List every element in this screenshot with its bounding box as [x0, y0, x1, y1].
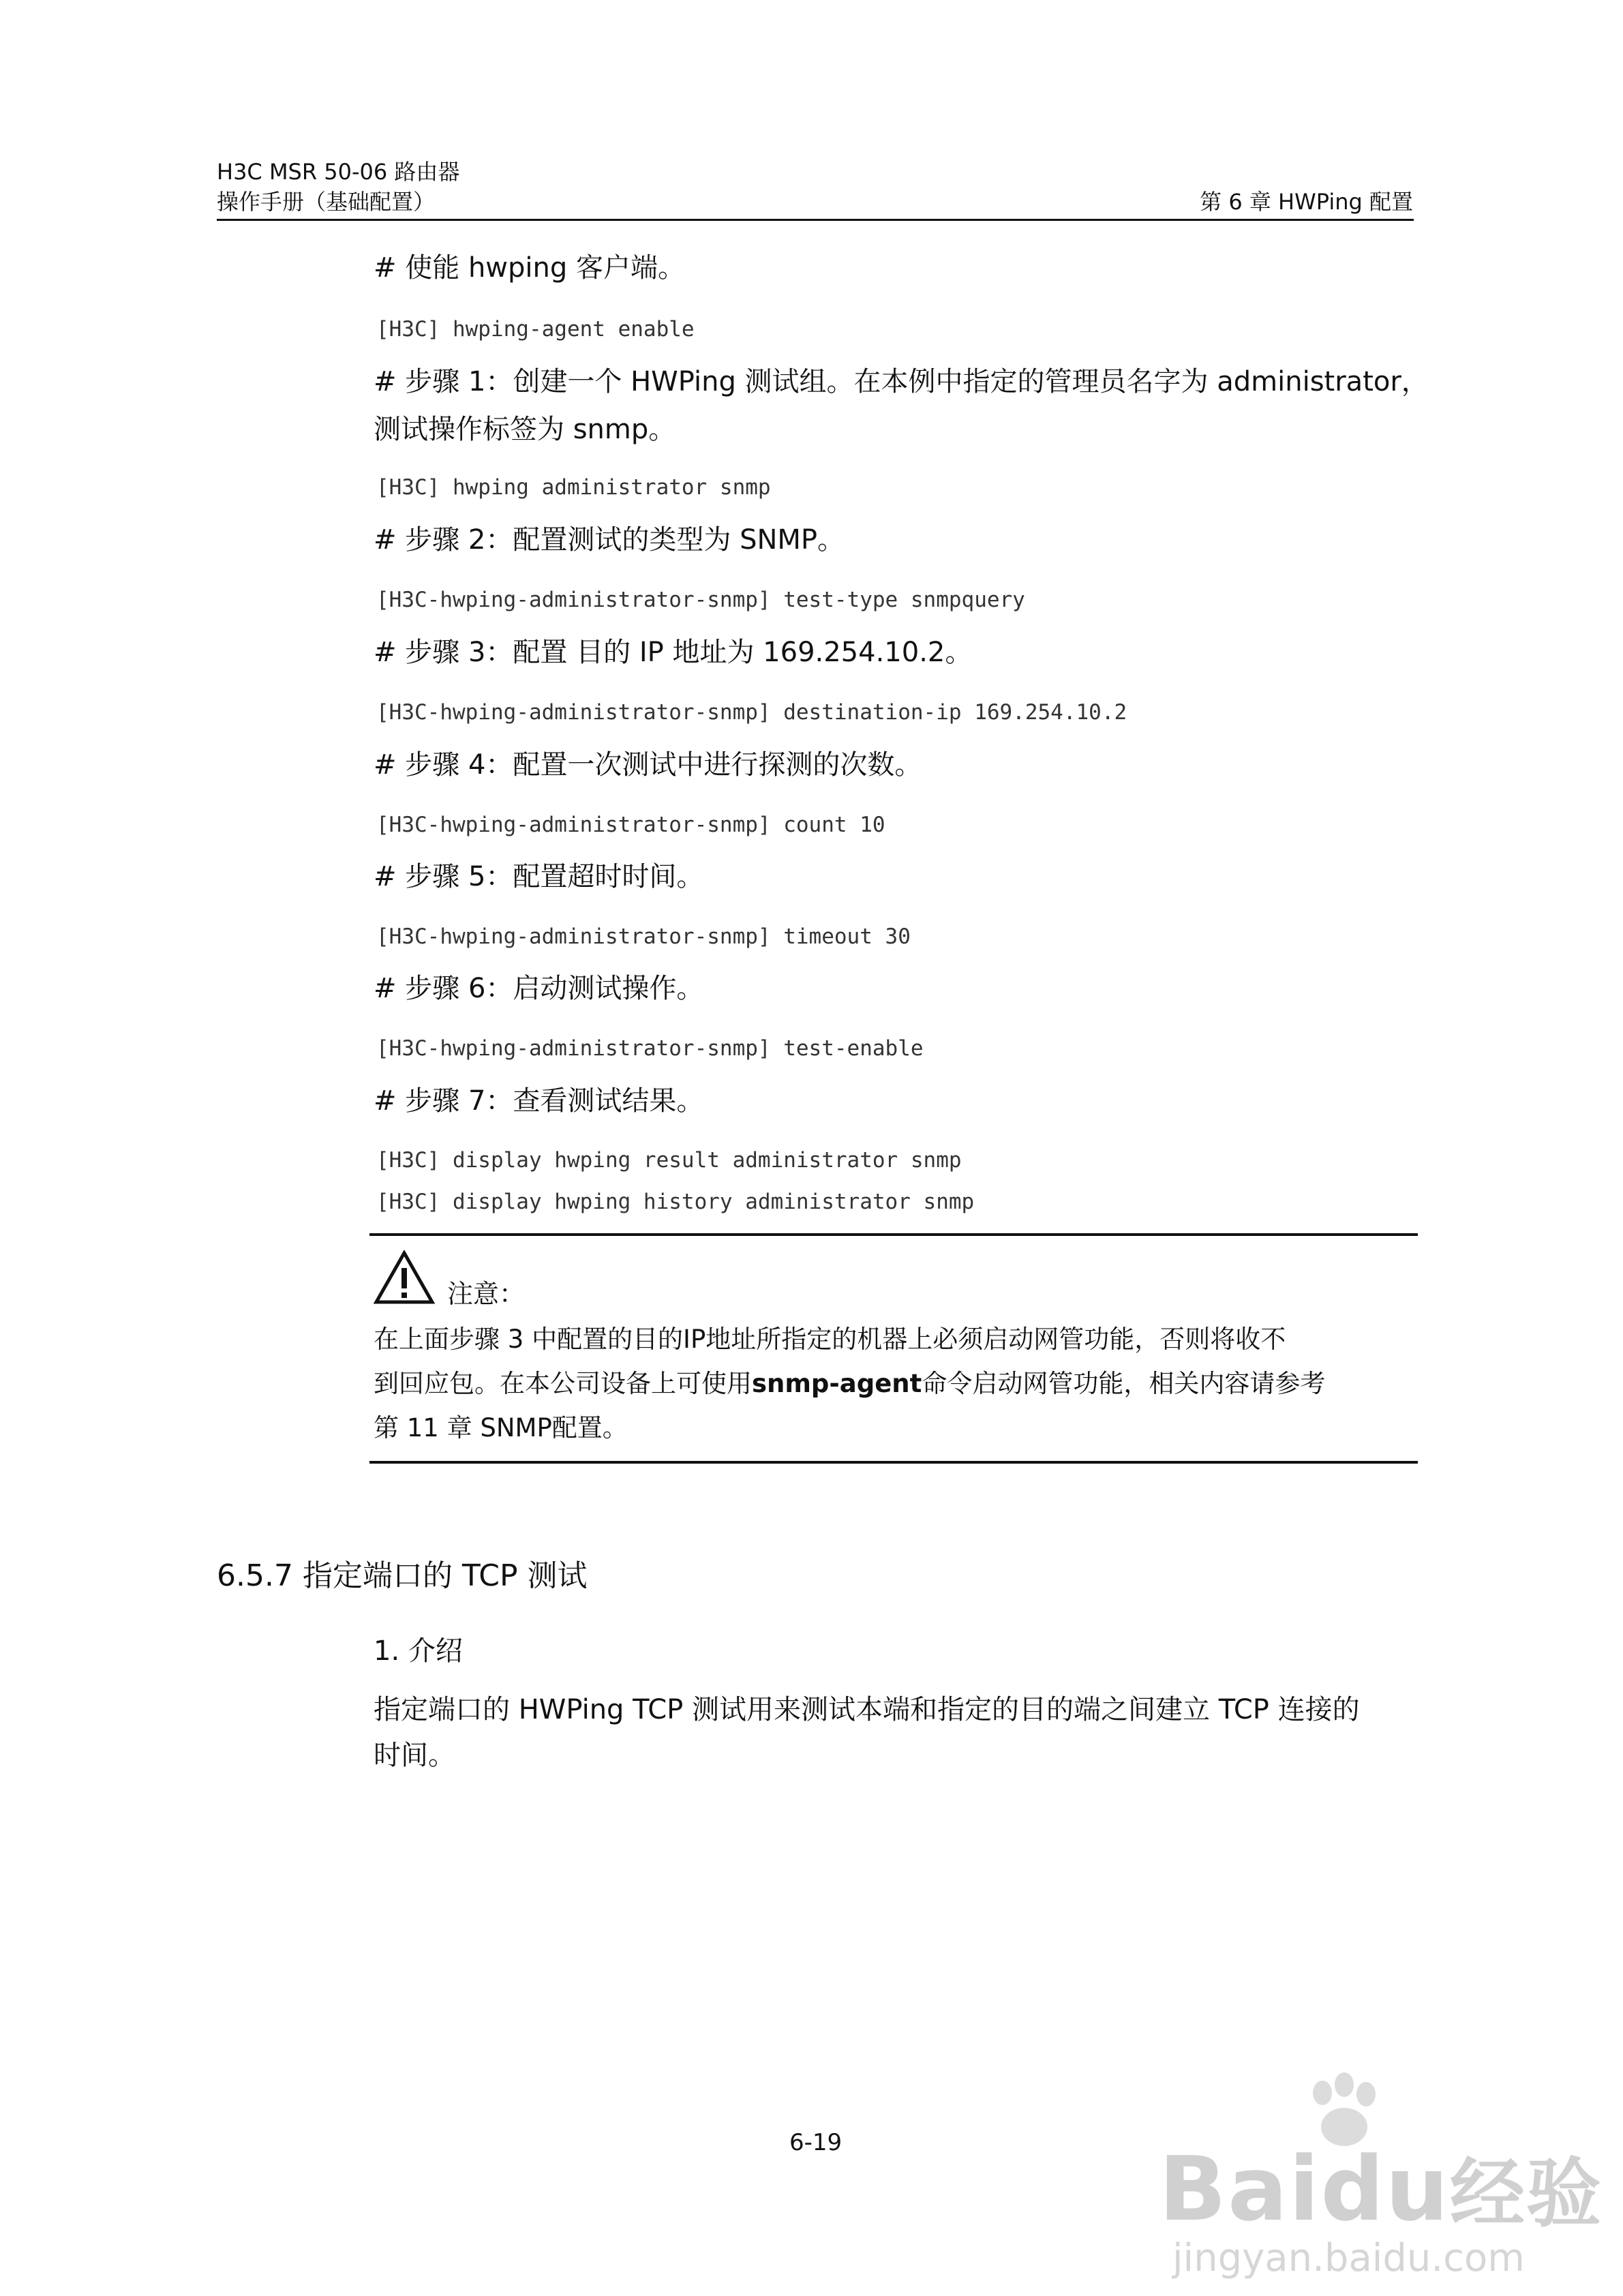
watermark-cn: 经验: [1449, 2150, 1603, 2237]
warning-icon: [374, 1250, 435, 1305]
step-7: # 步骤 7：查看测试结果。: [374, 1085, 704, 1117]
note-bottom-rule: [369, 1461, 1418, 1464]
watermark-brand: Bai: [1159, 2137, 1321, 2241]
section-paragraph-line2: 时间。: [374, 1740, 455, 1771]
note-line-2-pre: 到回应包。在本公司设备上可使用: [374, 1369, 752, 1398]
note-line-2: [374, 1363, 1325, 1404]
header-manual: 操作手册（基础配置）: [217, 189, 436, 215]
subsection-heading: 1. 介绍: [374, 1635, 463, 1667]
code-display-result: [H3C] display hwping result administrator snmp: [376, 1148, 962, 1173]
step-1-line2: 测试操作标签为 snmp。: [374, 414, 676, 445]
watermark-brand-2: du: [1320, 2137, 1450, 2241]
code-hwping-agent: [H3C] hwping-agent enable: [376, 317, 695, 342]
page-number: 6-19: [789, 2129, 843, 2156]
code-timeout: [H3C-hwping-administrator-snmp] timeout 30: [376, 924, 911, 949]
note-line-2-post: 命令启动网管功能，相关内容请参考: [922, 1369, 1326, 1398]
note-line-1: 在上面步骤 3 中配置的目的IP地址所指定的机器上必须启动网管功能，否则将收不: [374, 1325, 1286, 1354]
step-6: # 步骤 6：启动测试操作。: [374, 973, 704, 1004]
note-line-3: 第 11 章 SNMP配置。: [374, 1413, 628, 1442]
baidu-watermark: [1159, 2072, 1603, 2280]
note-title: 注意：: [447, 1279, 526, 1309]
code-count: [H3C-hwping-administrator-snmp] count 10: [376, 813, 885, 837]
watermark-logo: [1159, 2134, 1603, 2241]
note-command: snmp-agent: [752, 1369, 922, 1398]
code-display-history: [H3C] display hwping history administrator snmp: [376, 1190, 975, 1214]
code-test-enable: [H3C-hwping-administrator-snmp] test-enable: [376, 1036, 924, 1061]
step-3: # 步骤 3：配置 目的 IP 地址为 169.254.10.2。: [374, 637, 973, 668]
code-create-group: [H3C] hwping administrator snmp: [376, 475, 771, 500]
section-heading: 6.5.7 指定端口的 TCP 测试: [217, 1558, 588, 1593]
step-4: # 步骤 4：配置一次测试中进行探测的次数。: [374, 749, 922, 781]
code-destination-ip: [H3C-hwping-administrator-snmp] destination-ip 169.254.10.2: [376, 700, 1127, 725]
watermark-url: jingyan.baidu.com: [1172, 2236, 1525, 2280]
step-5: # 步骤 5：配置超时时间。: [374, 861, 704, 892]
header-chapter: 第 6 章 HWPing 配置: [1200, 189, 1413, 215]
note-top-rule: [369, 1233, 1418, 1236]
step-enable-client: # 使能 hwping 客户端。: [374, 252, 685, 284]
step-1-line1: # 步骤 1：创建一个 HWPing 测试组。在本例中指定的管理员名字为 administrator，: [374, 366, 1429, 397]
section-paragraph-line1: 指定端口的 HWPing TCP 测试用来测试本端和指定的目的端之间建立 TCP 连接的: [374, 1694, 1360, 1725]
header-product: H3C MSR 50-06 路由器: [217, 159, 460, 185]
header-rule: [217, 219, 1414, 221]
code-test-type: [H3C-hwping-administrator-snmp] test-type snmpquery: [376, 588, 1025, 612]
step-2: # 步骤 2：配置测试的类型为 SNMP。: [374, 524, 845, 556]
